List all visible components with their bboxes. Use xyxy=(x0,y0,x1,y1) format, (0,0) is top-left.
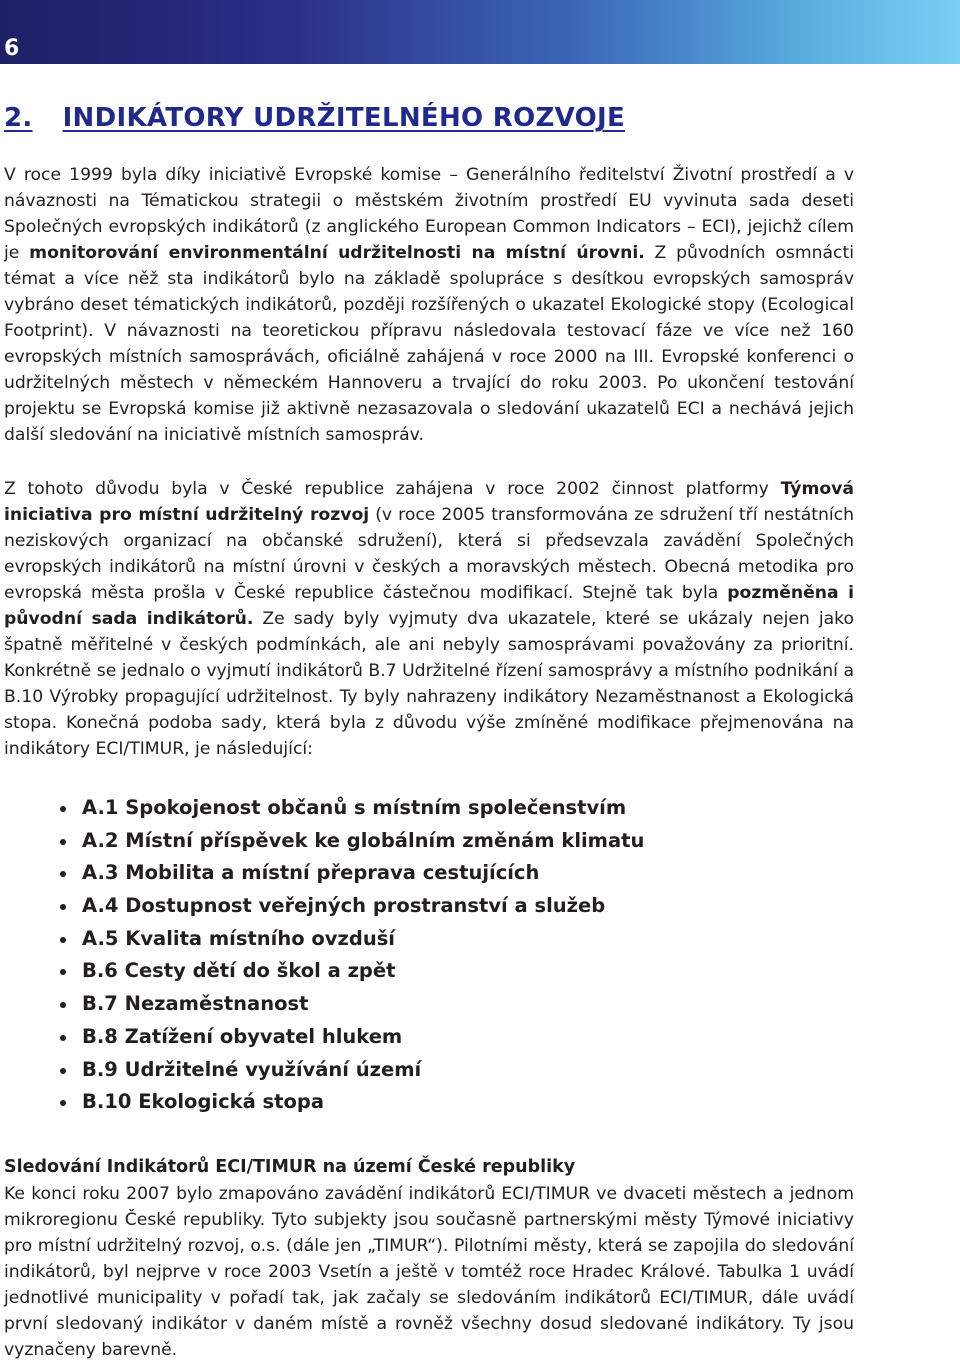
platform-text-2: (v roce 2005 transformována ze sdružení tří nestátních neziskových organizací na občanské sdružení), která si předsevzala zavádění Společných evropských indikátorů na místní úrovni v českých a moravských městech. Obecná metodika pro evropská města prošla v České republice částečnou modifikací. Stejně tak byla xyxy=(4,505,855,603)
indicator-item: A.4 Dostupnost veřejných prostranství a služeb xyxy=(60,890,644,923)
header-band xyxy=(0,0,960,64)
intro-bold-1: monitorování environmentální udržitelnosti na místní úrovni. xyxy=(29,243,645,263)
section-title-text: INDIKÁTORY UDRŽITELNÉHO ROZVOJE xyxy=(62,103,626,133)
indicator-item: A.5 Kvalita místního ovzduší xyxy=(60,923,644,956)
platform-paragraph xyxy=(4,476,854,762)
platform-bold-1: Týmová iniciativa pro místní udržitelný rozvoj xyxy=(4,479,854,525)
indicator-item: A.2 Místní příspěvek ke globálním změnám klimatu xyxy=(60,825,644,858)
indicator-item: B.8 Zatížení obyvatel hlukem xyxy=(60,1021,644,1054)
indicator-item: A.1 Spokojenost občanů s místním společenstvím xyxy=(60,792,644,825)
section-number: 2. xyxy=(4,103,33,133)
indicator-item: B.10 Ekologická stopa xyxy=(60,1086,644,1119)
indicator-item: B.7 Nezaměstnanost xyxy=(60,988,644,1021)
intro-text-2: Z původních osmnácti témat a více něž sta indikátorů bylo na základě spolupráce s desítkou evropských samospráv vybráno deset tématických indikátorů, později rozšířených o ukazatel Ekologické stopy (Ecological Footprint). V návaznosti na teoretickou přípravu následovala testovací fáze ve více než 160 evropských místních samosprávách, oficiálně zahájená v roce 2000 na III. Evropské konferenci o udržitelných městech v německém Hannoveru a trvající do roku 2003. Po ukončení testování projektu se Evropská komise již aktivně nezasazovala o sledování ukazatelů ECI a nechává jejich další sledování na iniciativě místních samospráv. xyxy=(4,243,854,445)
section-title xyxy=(4,103,625,133)
indicator-item: A.3 Mobilita a místní přeprava cestujících xyxy=(60,857,644,890)
indicator-item: B.9 Udržitelné využívání území xyxy=(60,1054,644,1087)
platform-text-3: Ze sady byly vyjmuty dva ukazatele, které se ukázaly nejen jako špatně měřitelné v českých podmínkách, ale ani nebyly samosprávami považovány za prioritní. Konkrétně se jednalo o vyjmutí indikátorů B.7 Udržitelné řízení samosprávy a místního podnikání a B.10 Výrobky propagující udržitelnost. Ty byly nahrazeny indikátory Nezaměstnanost a Ekologická stopa. Konečná podoba sady, která byla z důvodu výše zmíněné modifikace přejmenována na indikátory ECI/TIMUR, je následující: xyxy=(4,609,854,759)
platform-text-1: Z tohoto důvodu byla v České republice zahájena v roce 2002 činnost platformy xyxy=(4,479,781,499)
platform-bold-2: pozměněna i původní sada indikátorů. xyxy=(4,583,854,629)
indicator-item: B.6 Cesty dětí do škol a zpět xyxy=(60,955,644,988)
intro-paragraph xyxy=(4,162,854,448)
subsection-paragraph: Ke konci roku 2007 bylo zmapováno zavádění indikátorů ECI/TIMUR ve dvaceti městech a jednom mikroregionu České republiky. Tyto subjekty jsou současně partnerskými městy Týmové iniciativy pro místní udržitelný rozvoj, o.s. (dále jen „TIMUR“). Pilotními městy, která se zapojila do sledování indikátorů, byl nejprve v roce 2003 Vsetín a ještě v tomtéž roce Hradec Králové. Tabulka 1 uvádí jednotlivé municipality v pořadí tak, jak začaly se sledováním indikátorů ECI/TIMUR, dále uvádí první sledovaný indikátor v daném místě a rovněž všechny dosud sledované indikátory. Ty jsou vyznačeny barevně. xyxy=(4,1184,854,1360)
page-number: 6 xyxy=(4,36,20,61)
indicator-list xyxy=(60,792,644,1119)
subsection-title: Sledování Indikátorů ECI/TIMUR na území České republiky xyxy=(4,1157,576,1177)
intro-text-1: V roce 1999 byla díky iniciativě Evropské komise – Generálního ředitelství Životní prostředí a v návaznosti na Tématickou strategii o městském životním prostředí EU vyvinuta sada deseti Společných evropských indikátorů (z anglického European Common Indicators – ECI), jejichž cílem je xyxy=(4,165,854,263)
